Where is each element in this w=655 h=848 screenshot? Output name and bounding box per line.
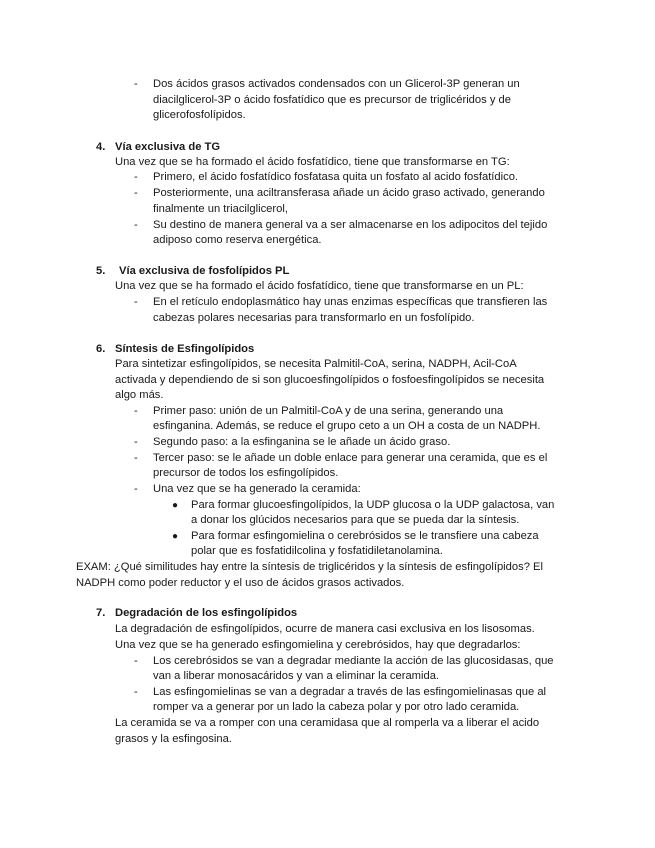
text-line: Primer paso: unión de un Palmitil-CoA y de una serina, generando una [153, 405, 504, 417]
bullet-dot: ● [172, 531, 179, 542]
bullet-dash: - [134, 655, 138, 667]
text-line: Los cerebrósidos se van a degradar mediante la acción de las glucosidasas, que [153, 655, 554, 667]
section-number: 5. [96, 265, 106, 277]
bullet-dash: - [134, 452, 138, 464]
text-line: Segundo paso: a la esfinganina se le añade un ácido graso. [153, 436, 451, 448]
section-number: 7. [96, 607, 106, 619]
text-line: La degradación de esfingolípidos, ocurre de manera casi exclusiva en los lisosomas. [115, 623, 535, 635]
text-line: Para formar esfingomielina o cerebrósidos se le transfiere una cabeza [191, 530, 539, 542]
section-title: Vía exclusiva de fosfolípidos PL [119, 265, 290, 277]
text-line: Su destino de manera general va a ser almacenarse en los adipocitos del tejido [153, 219, 548, 231]
text-line: precursor de todos los esfingolípidos. [153, 467, 339, 479]
section-number: 4. [96, 141, 106, 153]
text-line: glicerofosfolípidos. [153, 109, 246, 121]
bullet-dot: ● [172, 500, 179, 511]
bullet-dash: - [134, 219, 138, 231]
text-line: a donar los glúcidos necesarios para que se pueda dar la síntesis. [191, 514, 520, 526]
text-line: romper va a generar por un lado la cabeza polar y por otro lado ceramida. [153, 701, 520, 713]
section-title: Degradación de los esfingolípidos [115, 607, 298, 619]
exam-note: NADPH como poder reductor y el uso de ácidos grasos activados. [76, 577, 405, 589]
bullet-dash: - [134, 483, 138, 495]
text-line: esfinganina. Además, se reduce el grupo ceto a un OH a costa de un NADPH. [153, 420, 541, 432]
bullet-dash: - [134, 296, 138, 308]
text-line: Primero, el ácido fosfatídico fosfatasa quita un fosfato al acido fosfatídico. [153, 171, 519, 183]
text-line: Una vez que se ha formado el ácido fosfatídico, tiene que transformarse en un PL: [115, 280, 524, 292]
text-line: Tercer paso: se le añade un doble enlace para generar una ceramida, que es el [153, 452, 548, 464]
text-line: Una vez que se ha formado el ácido fosfatídico, tiene que transformarse en TG: [115, 156, 510, 168]
bullet-dash: - [134, 405, 138, 417]
text-line: Para sintetizar esfingolípidos, se necesita Palmitil-CoA, serina, NADPH, Acil-CoA [115, 358, 517, 370]
bullet-dash: - [134, 686, 138, 698]
text-line: cabezas polares necesarias para transformarlo en un fosfolípido. [153, 312, 475, 324]
text-line: algo más. [115, 389, 164, 401]
text-line: activada y dependiendo de si son glucoesfingolípidos o fosfoesfingolípidos se necesita [115, 374, 545, 386]
text-line: finalmente un triacilglicerol, [153, 203, 288, 215]
text-line: Las esfingomielinas se van a degradar a través de las esfingomielinasas que al [153, 686, 547, 698]
section-number: 6. [96, 343, 106, 355]
text-line: En el retículo endoplasmático hay unas enzimas específicas que transfieren las [153, 296, 548, 308]
bullet-dash: - [134, 187, 138, 199]
text-line: La ceramida se va a romper con una ceramidasa que al romperla va a liberar el acido [115, 717, 540, 729]
bullet-dash: - [134, 78, 138, 90]
text-line: adiposo como reserva energética. [153, 234, 322, 246]
bullet-dash: - [134, 171, 138, 183]
bullet-dash: - [134, 436, 138, 448]
text-line: Una vez que se ha generado esfingomielina y cerebrósidos, hay que degradarlos: [115, 639, 521, 651]
exam-note: EXAM: ¿Qué similitudes hay entre la síntesis de triglicéridos y la síntesis de esfingolípidos? El [76, 561, 543, 573]
text-line: diacilglicerol-3P o ácido fosfatídico que es precursor de triglicéridos y de [153, 94, 511, 106]
text-line: Una vez que se ha generado la ceramida: [153, 483, 361, 495]
text-line: polar que es fosfatidilcolina y fosfatidiletanolamina. [191, 545, 443, 557]
text-line: Para formar glucoesfingolípidos, la UDP glucosa o la UDP galactosa, van [191, 499, 555, 511]
text-line: Posteriormente, una aciltransferasa añade un ácido graso activado, generando [153, 187, 545, 199]
text-line: grasos y la esfingosina. [115, 733, 232, 745]
section-title: Vía exclusiva de TG [115, 141, 221, 153]
text-line: van a liberar monosacáridos y van a eliminar la ceramida. [153, 670, 440, 682]
text-line: Dos ácidos grasos activados condensados con un Glicerol-3P generan un [153, 78, 520, 90]
section-title: Síntesis de Esfingolípidos [115, 343, 255, 355]
